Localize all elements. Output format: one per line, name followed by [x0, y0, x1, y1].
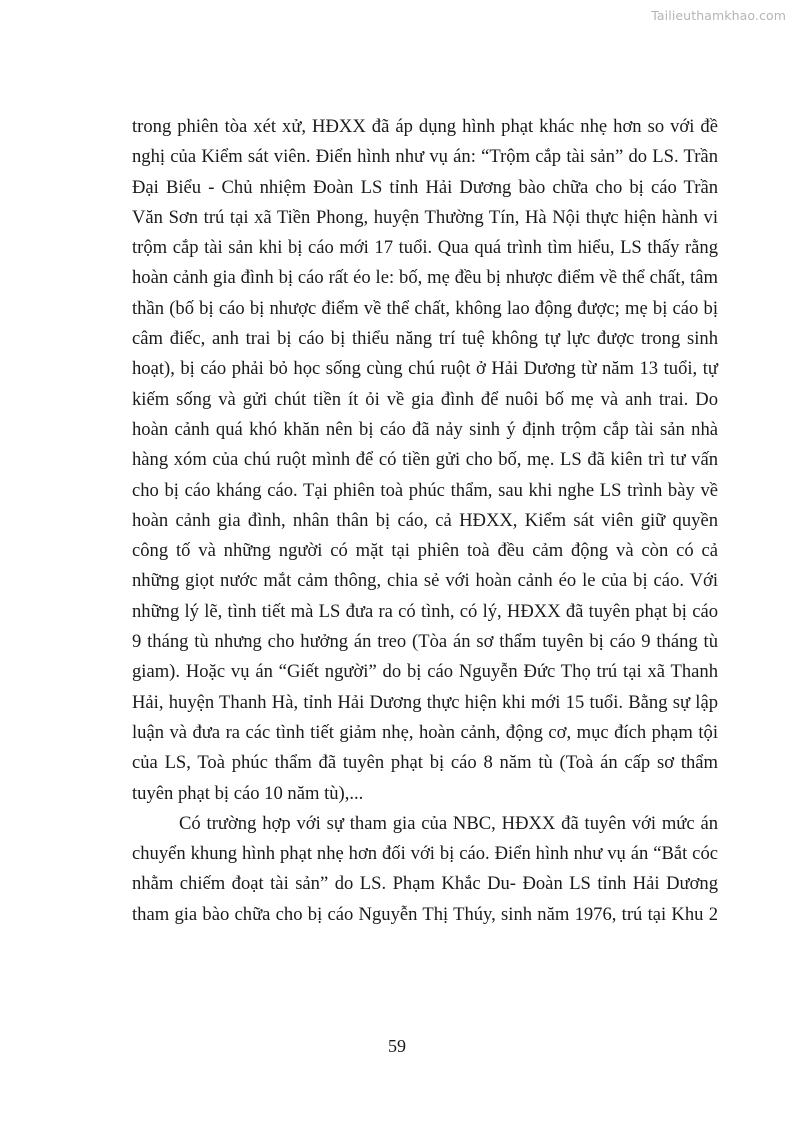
watermark: Tailieuthamkhao.com	[651, 8, 786, 23]
text-line: cho bị cáo kháng cáo. Tại phiên toà phúc thẩm, sau khi nghe LS trình bày về	[132, 479, 718, 501]
text-line: hoạt), bị cáo phải bỏ học sống cùng chú ruột ở Hải Dương từ năm 13 tuổi, tự	[132, 358, 718, 380]
text-line: hoàn cảnh gia đình bị cáo rất éo le: bố, mẹ đều bị nhược điểm về thể chất, tâm	[132, 267, 718, 289]
text-line: kiếm sống và gửi chút tiền ít ỏi về gia đình để nuôi bố mẹ và anh trai. Do	[132, 388, 718, 410]
text-line: Đại Biểu - Chủ nhiệm Đoàn LS tỉnh Hải Dương bào chữa cho bị cáo Trần	[132, 176, 718, 198]
text-line: tuyên phạt bị cáo 10 năm tù),...	[132, 782, 364, 804]
text-line: 9 tháng tù nhưng cho hưởng án treo (Tòa án sơ thẩm tuyên bị cáo 9 tháng tù	[132, 631, 718, 653]
text-line: trộm cắp tài sản khi bị cáo mới 17 tuổi. Qua quá trình tìm hiểu, LS thấy rằng	[132, 237, 718, 259]
text-line: luận và đưa ra các tình tiết giảm nhẹ, hoàn cảnh, động cơ, mục đích phạm tội	[132, 721, 718, 743]
text-line: công tố và những người có mặt tại phiên toà đều cảm động và còn có cả	[132, 540, 718, 562]
text-line: những lý lẽ, tình tiết mà LS đưa ra có tình, có lý, HĐXX đã tuyên phạt bị cáo	[132, 600, 718, 622]
text-line: hoàn cảnh gia đình, nhân thân bị cáo, cả HĐXX, Kiểm sát viên giữ quyền	[132, 509, 718, 531]
text-line: trong phiên tòa xét xử, HĐXX đã áp dụng hình phạt khác nhẹ hơn so với đề	[132, 116, 718, 137]
text-line: hàng xóm của chú ruột mình để có tiền gửi cho bố, mẹ. LS đã kiên trì tư vấn	[132, 449, 718, 471]
text-line: Hải, huyện Thanh Hà, tỉnh Hải Dương thực hiện khi mới 15 tuổi. Bằng sự lập	[132, 691, 718, 713]
text-line: Có trường hợp với sự tham gia của NBC, HĐXX đã tuyên với mức án	[179, 812, 718, 834]
text-line: chuyển khung hình phạt nhẹ hơn đối với bị cáo. Điển hình như vụ án “Bắt cóc	[132, 843, 718, 865]
text-line: nghị của Kiểm sát viên. Điển hình như vụ án: “Trộm cắp tài sản” do LS. Trần	[132, 146, 718, 168]
text-line: thần (bố bị cáo bị nhược điểm về thể chất, không lao động được; mẹ bị cáo bị	[132, 297, 718, 319]
paragraph-1	[132, 112, 718, 809]
paragraph-2	[132, 809, 718, 930]
text-line: của LS, Toà phúc thẩm đã tuyên phạt bị cáo 8 năm tù (Toà án cấp sơ thẩm	[132, 752, 718, 774]
document-body	[132, 112, 718, 930]
text-line: hoàn cảnh quá khó khăn nên bị cáo đã nảy sinh ý định trộm cắp tài sản nhà	[132, 418, 718, 440]
text-line: nhằm chiếm đoạt tài sản” do LS. Phạm Khắc Du- Đoàn LS tỉnh Hải Dương	[132, 873, 718, 895]
page-number: 59	[388, 1036, 406, 1056]
text-line: tham gia bào chữa cho bị cáo Nguyễn Thị Thúy, sinh năm 1976, trú tại Khu 2	[132, 903, 718, 925]
text-line: Văn Sơn trú tại xã Tiền Phong, huyện Thường Tín, Hà Nội thực hiện hành vi	[132, 206, 718, 228]
text-line: những giọt nước mắt cảm thông, chia sẻ với hoàn cảnh éo le của bị cáo. Với	[132, 570, 718, 592]
text-line: giam). Hoặc vụ án “Giết người” do bị cáo Nguyễn Đức Thọ trú tại xã Thanh	[132, 661, 718, 683]
text-line: câm điếc, anh trai bị cáo bị thiểu năng trí tuệ không tự lực được trong sinh	[132, 328, 718, 350]
